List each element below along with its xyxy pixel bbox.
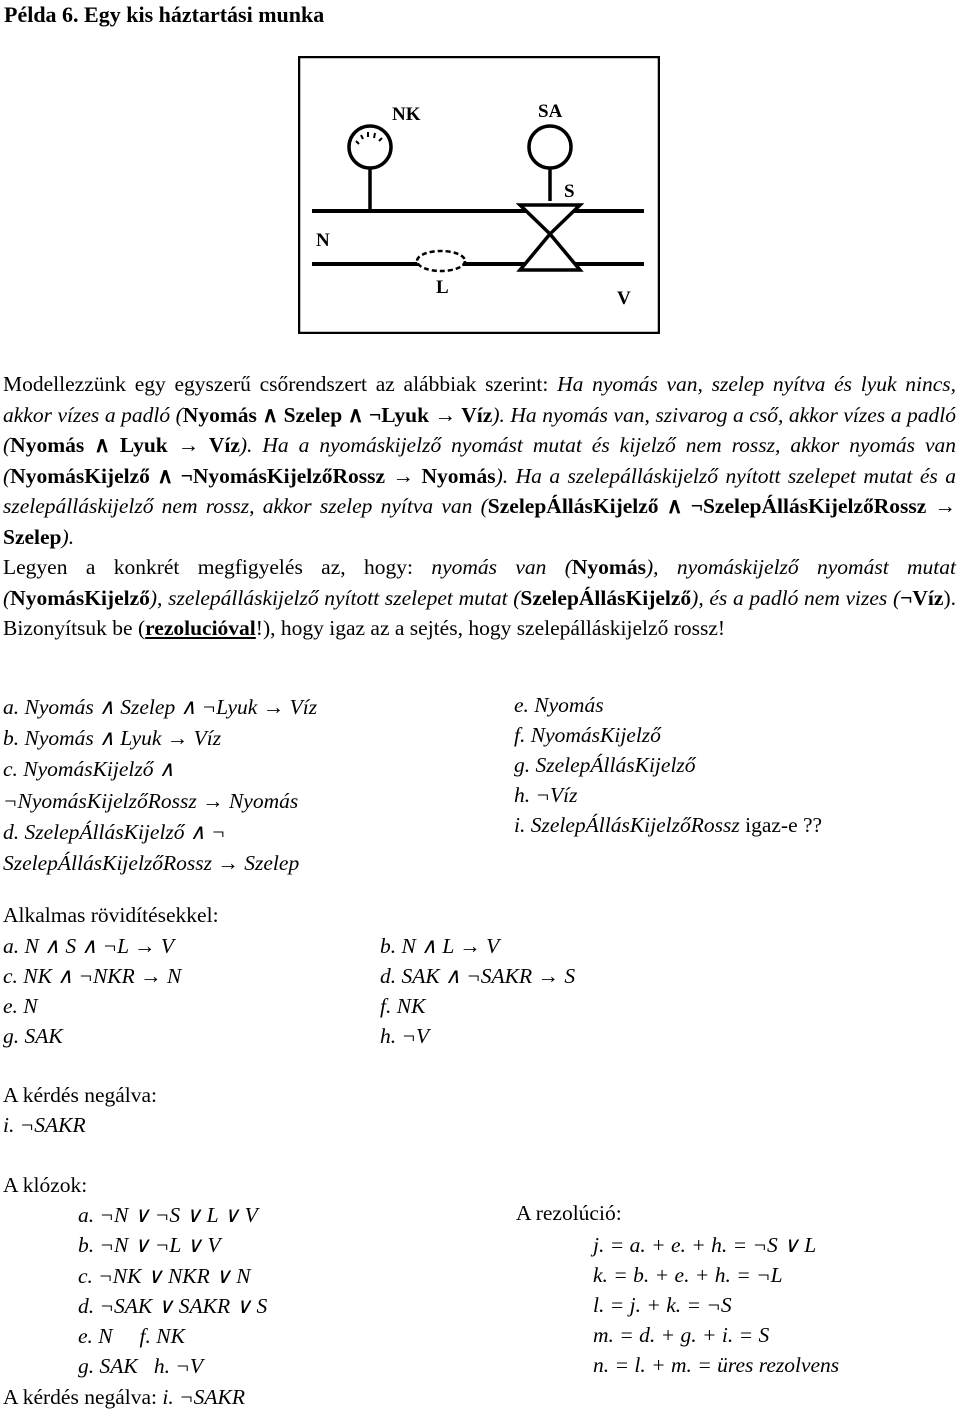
pipe-diagram — [298, 56, 660, 334]
resolution-l: l. = j. + k. = ¬S — [593, 1293, 732, 1317]
resolution-n: n. = l. + m. = üres rezolvens — [593, 1353, 840, 1377]
abbrev-f: f. NK — [380, 994, 426, 1018]
formula-f: f. NyomásKijelző — [514, 723, 661, 747]
formula-h: h. ¬Víz — [514, 783, 578, 807]
label-v: V — [617, 288, 631, 309]
formula-e: e. Nyomás — [514, 693, 604, 717]
clauses-heading: A klózok: — [3, 1173, 88, 1197]
leak-icon — [417, 251, 465, 271]
formula-d: d. SzelepÁllásKijelző ∧ ¬ — [3, 820, 226, 844]
abbrev-heading: Alkalmas rövidítésekkel: — [3, 903, 219, 927]
clause-c: c. ¬NK ∨ NKR ∨ N — [78, 1264, 251, 1288]
valve-icon — [520, 205, 580, 270]
abbrev-a: a. N ∧ S ∧ ¬L → V — [3, 934, 175, 958]
abbrev-h: h. ¬V — [380, 1024, 430, 1048]
label-s: S — [564, 181, 575, 202]
diagram-frame — [299, 57, 659, 333]
clause-e-f: e. N f. NK — [78, 1324, 185, 1348]
label-nk: NK — [392, 104, 421, 125]
resolution-j: j. = a. + e. + h. = ¬S ∨ L — [593, 1233, 817, 1257]
clause-g-h: g. SAK h. ¬V — [78, 1354, 203, 1378]
resolution-k: k. = b. + e. + h. = ¬L — [593, 1263, 783, 1287]
problem-statement: Modellezzünk egy egyszerű csőrendszert az alábbiak szerint: Ha nyomás van, szelep nyítva és lyuk nincs, akkor vízes a padló (Nyomás ∧ Szelep ∧ ¬Lyuk → Víz). Ha nyomás van, szivarog a cső, akkor vízes a padló (Nyomás ∧ Lyuk → Víz). Ha a nyomáskijelző nyomást mutat és kijelző nem rossz, akkor nyomás van (NyomásKijelző ∧ ¬NyomásKijelzőRossz → Nyomás). Ha a szelepálláskijelző nyított szelepet mutat és a szelepálláskijelző nem rossz, akkor szelep nyítva van (SzelepÁllásKijelző ∧ ¬SzelepÁllásKijelzőRossz → Szelep). Legyen a konkrét megfigyelés az, hogy: nyomás van (Nyomás), nyomáskijelző nyomást mutat (NyomásKijelző), szelepálláskijelző nyított szelepet mutat (SzelepÁllásKijelző), és a padló nem vizes (¬Víz). Bizonyítsuk be (rezolucióval!), hogy igaz az a sejtés, hogy szelepálláskijelző rossz! — [3, 372, 957, 640]
negated-value: i. ¬SAKR — [3, 1113, 86, 1137]
negated-heading: A kérdés negálva: — [3, 1083, 158, 1107]
formula-a: a. Nyomás ∧ Szelep ∧ ¬Lyuk → Víz — [3, 695, 318, 719]
clause-d: d. ¬SAK ∨ SAKR ∨ S — [78, 1294, 268, 1318]
abbrev-b: b. N ∧ L → V — [380, 934, 500, 958]
resolution-heading: A rezolúció: — [516, 1201, 622, 1225]
clauses-negated: A kérdés negálva: i. ¬SAKR — [3, 1385, 245, 1409]
clause-a: a. ¬N ∨ ¬S ∨ L ∨ V — [78, 1203, 258, 1227]
label-l: L — [436, 277, 449, 298]
abbrev-e: e. N — [3, 994, 38, 1018]
clause-b: b. ¬N ∨ ¬L ∨ V — [78, 1233, 221, 1257]
label-sa: SA — [538, 101, 563, 122]
formula-c-cont: ¬NyomásKijelzőRossz → Nyomás — [3, 789, 299, 813]
pressure-gauge-icon — [349, 126, 391, 168]
label-n: N — [316, 230, 330, 251]
formula-d-cont: SzelepÁllásKijelzőRossz → Szelep — [3, 851, 300, 875]
formula-b: b. Nyomás ∧ Lyuk → Víz — [3, 726, 222, 750]
abbrev-d: d. SAK ∧ ¬SAKR → S — [380, 964, 576, 988]
valve-indicator-icon — [529, 126, 571, 168]
resolution-m: m. = d. + g. + i. = S — [593, 1323, 770, 1347]
formula-g: g. SzelepÁllásKijelző — [514, 753, 696, 777]
page-title: Példa 6. Egy kis háztartási munka — [4, 2, 325, 27]
abbrev-g: g. SAK — [3, 1024, 63, 1048]
formula-c: c. NyomásKijelző ∧ — [3, 757, 175, 781]
abbrev-c: c. NK ∧ ¬NKR → N — [3, 964, 182, 988]
formula-i: i. SzelepÁllásKijelzőRossz igaz-e ?? — [514, 813, 823, 837]
